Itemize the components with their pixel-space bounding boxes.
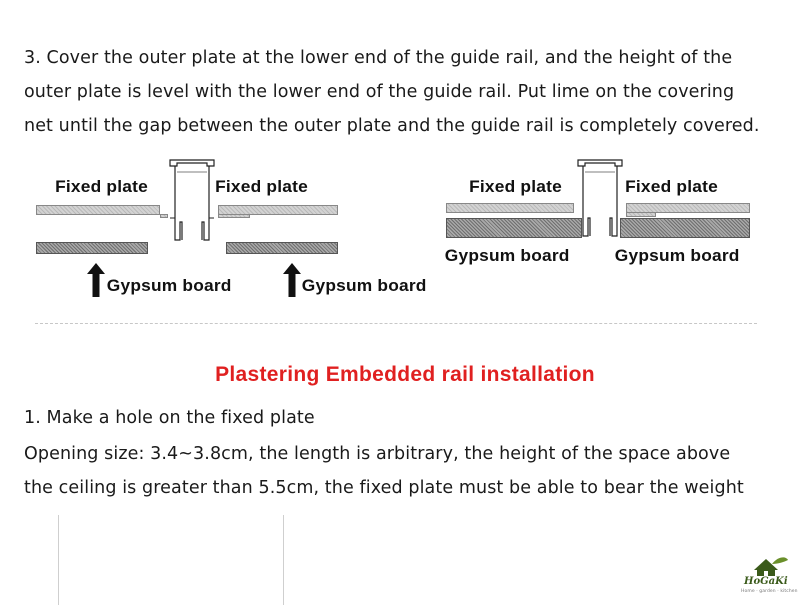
step3-line-3: net until the gap between the outer plate and the guide rail is completely covered. bbox=[24, 116, 760, 136]
fixed-plate-label-left: Fixed plate bbox=[55, 177, 148, 196]
logo-wordmark: HoGaKi bbox=[744, 576, 788, 587]
logo-tagline: Home · garden · kitchen bbox=[741, 589, 798, 594]
fixed-plate-label-left: Fixed plate bbox=[469, 177, 562, 196]
gypsum-board-right bbox=[620, 218, 750, 238]
fixed-plate-label-right: Fixed plate bbox=[625, 177, 718, 196]
section-divider bbox=[35, 323, 757, 324]
gypsum-board-right bbox=[226, 242, 338, 254]
gypsum-board-left bbox=[36, 242, 148, 254]
gypsum-board-left bbox=[446, 218, 582, 238]
fixed-plate-label-right: Fixed plate bbox=[215, 177, 308, 196]
outer-plate-strip-right bbox=[626, 212, 656, 217]
gypsum-board-label-right: Gypsum board bbox=[614, 246, 740, 265]
outer-plate-strip-right bbox=[218, 214, 250, 218]
guide-rail-profile bbox=[162, 152, 222, 247]
image-edge-line-right bbox=[283, 515, 284, 605]
step3-line-2: outer plate is level with the lower end of the guide rail. Put lime on the covering bbox=[24, 82, 735, 102]
step1-line-1: Opening size: 3.4~3.8cm, the length is arbitrary, the height of the space above bbox=[24, 444, 731, 464]
arrow-up-icon bbox=[282, 262, 302, 298]
image-edge-line-left bbox=[58, 515, 59, 605]
fixed-plate-left bbox=[446, 203, 574, 213]
gypsum-board-label-left: Gypsum board bbox=[106, 276, 232, 295]
arrow-up-icon bbox=[86, 262, 106, 298]
step1-title: 1. Make a hole on the fixed plate bbox=[24, 408, 315, 428]
gypsum-board-label-left: Gypsum board bbox=[444, 246, 570, 265]
diagram-rail-installed bbox=[440, 152, 770, 277]
step3-line-1: 3. Cover the outer plate at the lower end of the guide rail, and the height of the bbox=[24, 48, 733, 68]
step3-paragraph bbox=[24, 41, 760, 143]
fixed-plate-left bbox=[36, 205, 160, 215]
diagram-rail-gap bbox=[30, 152, 440, 302]
step1-paragraph bbox=[24, 401, 744, 505]
gypsum-board-label-right: Gypsum board bbox=[301, 276, 427, 295]
step1-line-2: the ceiling is greater than 5.5cm, the fixed plate must be able to bear the weight bbox=[24, 478, 744, 498]
section-heading: Plastering Embedded rail installation bbox=[215, 363, 595, 386]
